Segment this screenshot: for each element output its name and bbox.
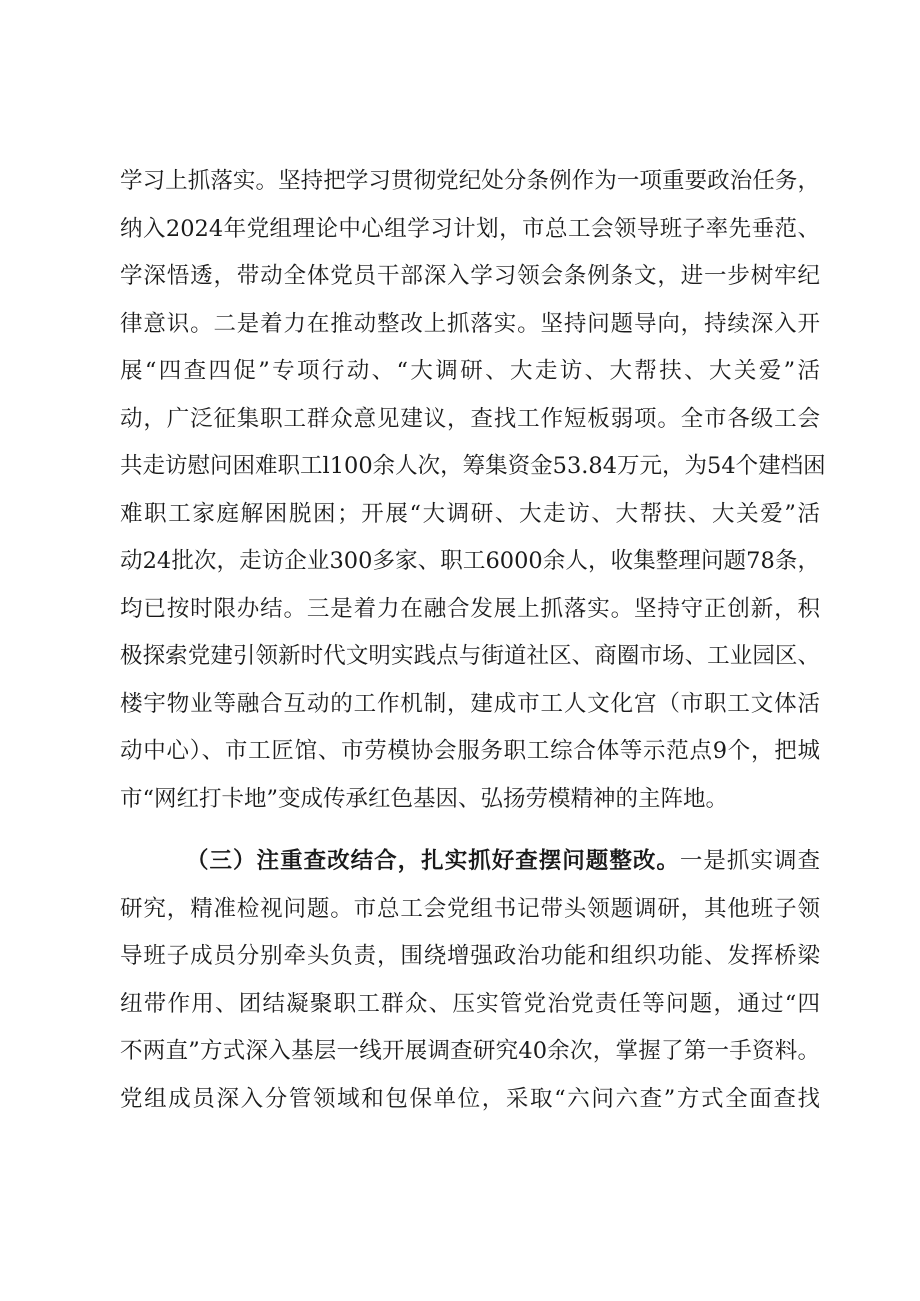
paragraph-line: 研究，精准检视问题。市总工会党组书记带头领题调研，其他班子领: [120, 895, 820, 922]
paragraph-line: 共走访慰问困难职工l100余人次，筹集资金53.84万元，为54个建档困: [120, 453, 826, 479]
paragraph-1: [120, 158, 826, 823]
paragraph-line: 难职工家庭解困脱困；开展“大调研、大走访、大帮扶、大关爱”活: [120, 500, 820, 527]
paragraph-line: 导班子成员分别牵头负责，围绕增强政治功能和组织功能、发挥桥梁: [120, 943, 820, 969]
paragraph-line: 党组成员深入分管领域和包保单位，采取“六问六查”方式全面查找: [120, 1085, 820, 1112]
paragraph-line: 展“四查四促”专项行动、“大调研、大走访、大帮扶、大关爱”活: [120, 358, 820, 384]
paragraph-line: 市“网红打卡地”变成传承红色基因、弘扬劳模精神的主阵地。: [120, 785, 729, 812]
paragraph-line: 纽带作用、团结凝聚职工群众、压实管党治党责任等问题，通过“四: [120, 990, 820, 1017]
paragraph-line: 动24批次，走访企业300多家、职工6000余人，收集整理问题78条，: [120, 548, 820, 574]
paragraph-line: 纳入2024年党组理论中心组学习计划，市总工会领导班子率先垂范、: [120, 215, 820, 242]
paragraph-first-line: [120, 838, 820, 886]
paragraph-line: 动，广泛征集职工群众意见建议，查找工作短板弱项。全市各级工会: [120, 405, 820, 432]
document-body: [120, 158, 826, 1123]
paragraph-line: 学习上抓落实。坚持把学习贯彻党纪处分条例作为一项重要政治任务，: [120, 168, 820, 194]
paragraph-2: [120, 838, 820, 1123]
paragraph-line: 学深悟透，带动全体党员干部深入学习领会条例条文，进一步树牢纪: [120, 263, 820, 289]
paragraph-line: 楼宇物业等融合互动的工作机制，建成市工人文化宫（市职工文体活: [120, 690, 820, 717]
paragraph-line: 律意识。二是着力在推动整改上抓落实。坚持问题导向，持续深入开: [120, 310, 820, 337]
paragraph-line: 均已按时限办结。三是着力在融合发展上抓落实。坚持守正创新，积: [120, 595, 820, 622]
paragraph-gap: [120, 823, 820, 838]
paragraph-line: 不两直”方式深入基层一线开展调查研究40余次，掌握了第一手资料。: [120, 1038, 820, 1064]
section-heading: （三）注重查改结合，扎实抓好查摆问题整改。: [186, 848, 680, 874]
paragraph-line-rest: 一是抓实调查: [679, 848, 820, 874]
paragraph-line: 动中心）、市工匠馆、市劳模协会服务职工综合体等示范点9个，把城: [120, 738, 820, 764]
paragraph-line: 极探索党建引领新时代文明实践点与街道社区、商圈市场、工业园区、: [120, 643, 820, 669]
